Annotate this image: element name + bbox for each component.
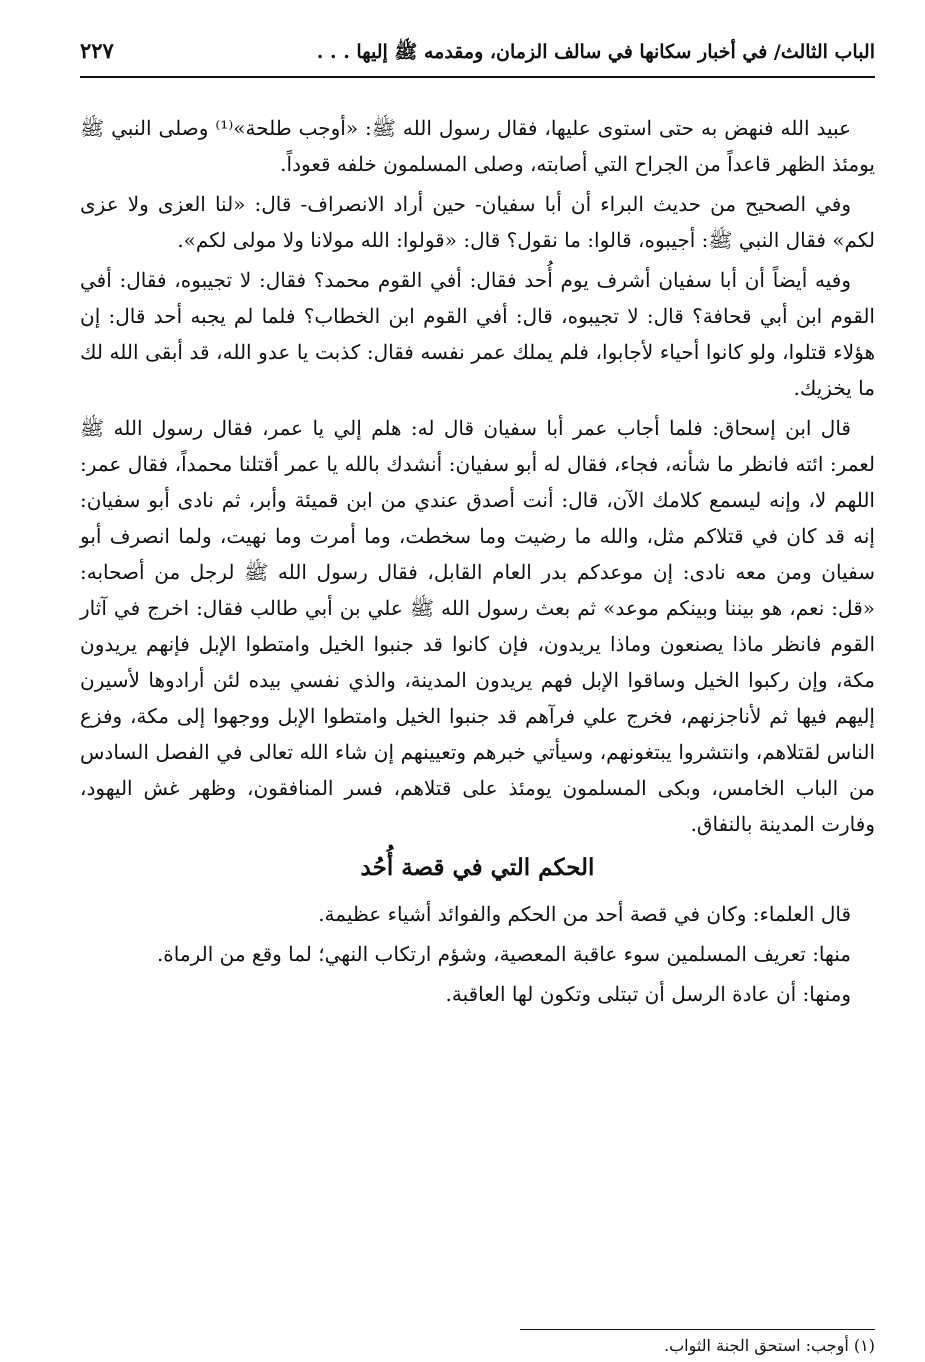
footnote: (١) أوجب: استحق الجنة الثواب. — [663, 1336, 875, 1355]
running-title: الباب الثالث/ في أخبار سكانها في سالف الزمان، ومقدمه ﷺ إليها . . . — [316, 41, 875, 63]
paragraph: عبيد الله فنهض به حتى استوى عليها، فقال رسول الله ﷺ: «أوجب طلحة»⁽¹⁾ وصلى النبي ﷺ يومئذ الظهر قاعداً من الجراح التي أصابته، وصلى المسلمون خلفه قعوداً. — [80, 116, 875, 176]
paragraph: وفيه أيضاً أن أبا سفيان أشرف يوم أُحد فقال: أفي القوم محمد؟ فقال: لا تجيبوه، فقال: أفي القوم ابن أبي قحافة؟ قال: لا تجيبوه، قال: أفي القوم ابن الخطاب؟ فلما لم يجبه أحد قال: إن هؤلاء قتلوا، ولو كانوا أحياء لأجابوا، فلم يملك عمر نفسه فقال: كذبت يا عدو الله، قد أبقى الله لك ما يخزيك. — [80, 268, 875, 400]
paragraph: وفي الصحيح من حديث البراء أن أبا سفيان- حين أراد الانصراف- قال: «لنا العزى ولا عزى لكم» فقال النبي ﷺ: أجيبوه، قالوا: ما نقول؟ قال: «قولوا: الله مولانا ولا مولى لكم». — [80, 192, 875, 252]
page-number: ٢٢٧ — [80, 38, 114, 63]
footnote-divider — [520, 1329, 875, 1330]
section-heading: الحكم التي في قصة أُحُد — [360, 854, 595, 881]
paragraph: ومنها: أن عادة الرسل أن تبتلى وتكون لها العاقبة. — [445, 982, 851, 1006]
paragraph: قال ابن إسحاق: فلما أجاب عمر أبا سفيان قال له: هلم إلي يا عمر، فقال رسول الله ﷺ لعمر: ائته فانظر ما شأنه، فجاء، فقال له أبو سفيان: أنشدك بالله يا عمر أقتلنا محمداً، فقال عمر: اللهم لا، وإنه ليسمع كلامك الآن، قال: أنت أصدق عندي من ابن قميئة وأبر، ثم نادى أبو سفيان: إنه قد كان في قتلاكم مثل، والله ما رضيت وما سخطت، وما أمرت وما نهيت، ولما انصرف أبو سفيان ومن معه نادى: إن موعدكم بدر العام القابل، فقال رسول الله ﷺ لرجل من أصحابه: «قل: نعم، هو بيننا وبينكم موعد» ثم بعث رسول الله ﷺ علي بن أبي طالب فقال: اخرج في آثار القوم فانظر ماذا يصنعون وماذا يريدون، فإن كانوا قد جنبوا الخيل وامتطوا الإبل فإنهم يريدون مكة، وإن ركبوا الخيل وساقوا الإبل فهم يريدون المدينة، والذي نفسي بيده لئن أرادوها لأسيرن إليهم فيها ثم لأناجزنهم، فخرج علي فرآهم قد جنبوا الخيل وامتطوا الإبل ووجهوا إلى مكة، وفزع الناس لقتلاهم، وانتشروا يبتغونهم، وسيأتي خبرهم وتعيينهم إن شاء الله تعالى في الفصل السادس من الباب الخامس، وبكى المسلمون يومئذ على قتلاهم، فسر المنافقون، وظهر غش اليهود، وفارت المدينة بالنفاق. — [80, 416, 876, 836]
main-text — [80, 110, 875, 1016]
paragraph: منها: تعريف المسلمين سوء عاقبة المعصية، وشؤم ارتكاب النهي؛ لما وقع من الرماة. — [156, 942, 851, 966]
page-header — [80, 30, 875, 78]
paragraph: قال العلماء: وكان في قصة أحد من الحكم والفوائد أشياء عظيمة. — [318, 902, 851, 926]
